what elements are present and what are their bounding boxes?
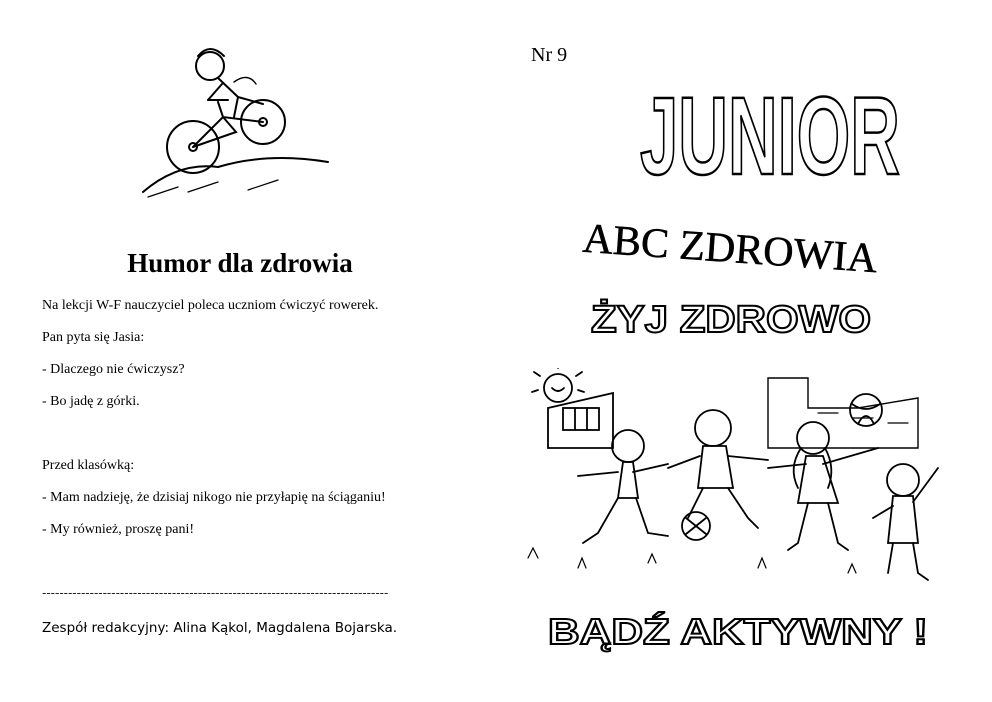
title-block	[580, 70, 980, 370]
slogan-zyj-zdrowo: ŻYJ ZDROWO	[591, 299, 871, 341]
joke-line: Na lekcji W-F nauczyciel poleca uczniom ćwiczyć rowerek.	[42, 298, 379, 313]
joke-line: - Bo jadę z górki.	[42, 394, 140, 409]
joke-line: Przed klasówką:	[42, 458, 135, 473]
issue-number: Nr 9	[531, 44, 568, 66]
footer-slogan-block	[548, 600, 948, 660]
kids-playing-football-illustration	[518, 368, 958, 588]
joke-line: - My również, proszę pani!	[42, 522, 195, 537]
footer-slogan: BĄDŹ AKTYWNY !	[548, 611, 928, 652]
editorial-team: Zespół redakcyjny: Alina Kąkol, Magdalena Bojarska.	[42, 620, 398, 636]
boy-on-bike-illustration	[138, 42, 338, 202]
masthead-junior: JUNIOR	[640, 75, 900, 198]
joke-line: - Dlaczego nie ćwiczysz?	[42, 362, 185, 377]
joke-line: Pan pyta się Jasia:	[42, 330, 145, 345]
subtitle-abc-zdrowia: ABC ZDROWIA	[581, 215, 879, 283]
joke-line: - Mam nadzieję, że dzisiaj nikogo nie przyłapię na ściąganiu!	[42, 490, 386, 505]
humor-title: Humor dla zdrowia	[127, 248, 353, 278]
separator-line: --------------------------------------------------------------------------------	[42, 585, 389, 600]
